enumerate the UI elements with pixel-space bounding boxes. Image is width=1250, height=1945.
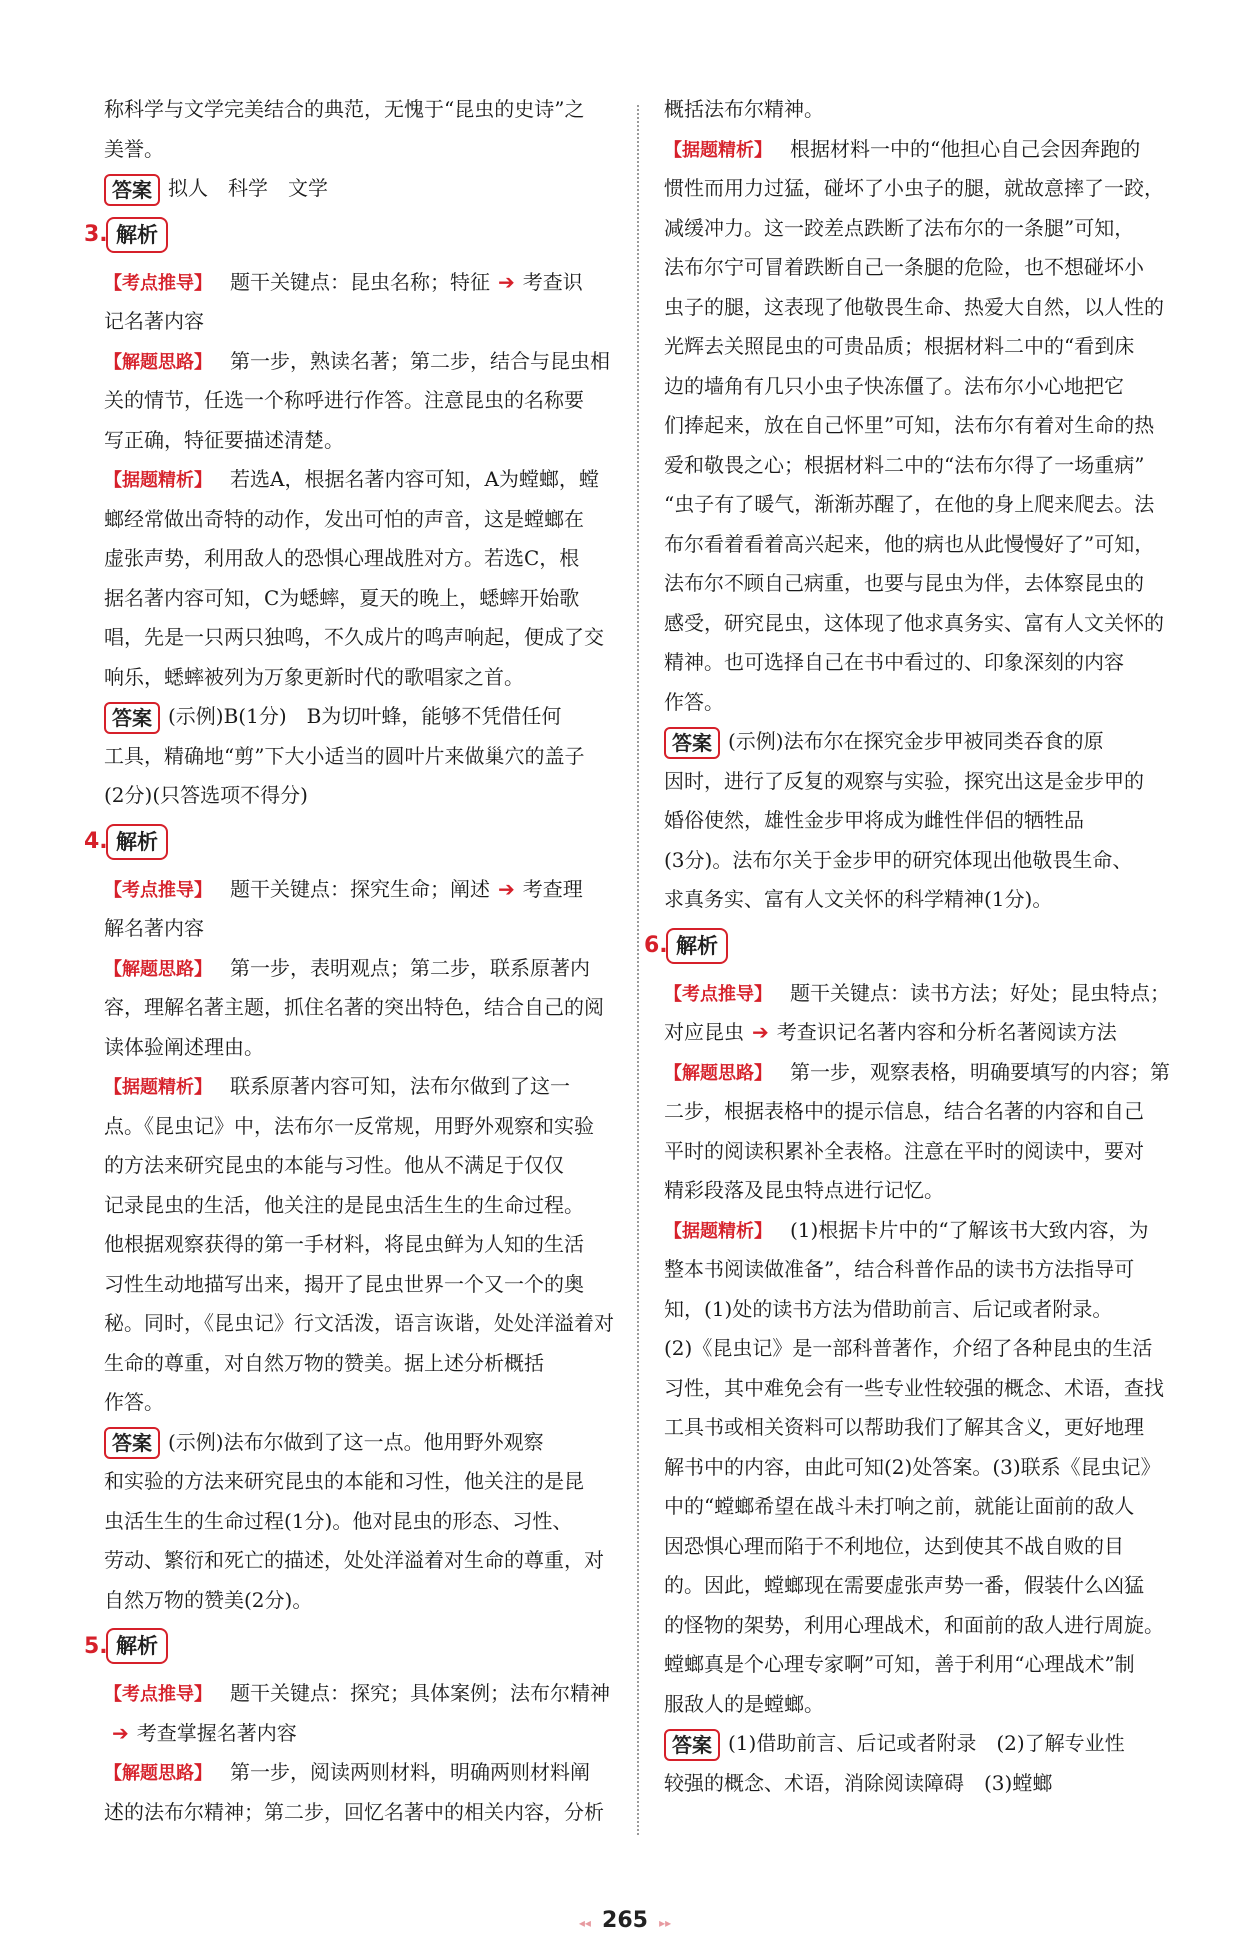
answer-badge: 答案 — [104, 174, 160, 206]
paragraph-line: 精彩段落及昆虫特点进行记忆。 — [664, 1178, 944, 1202]
arrow-icon: ➔ — [112, 1720, 129, 1745]
kaodian-line — [664, 1013, 1180, 1053]
question-number: 3. — [84, 222, 108, 247]
kaodian-text: 题干关键点：昆虫名称；特征 — [230, 269, 490, 294]
paragraph-line: 和实验的方法来研究昆虫的本能和习性，他关注的是昆 — [104, 1469, 584, 1493]
kaodian-tag: 【 考点推导 】 — [664, 984, 772, 1006]
answer-text: (示例)法布尔做到了这一点。他用野外观察 — [168, 1429, 544, 1454]
paragraph-line: 服敌人的是螳螂。 — [664, 1691, 824, 1716]
answer-top — [104, 169, 616, 209]
paragraph-line: 二步，根据表格中的提示信息，结合名著的内容和自己 — [664, 1099, 1144, 1123]
paragraph-line: 因恐惧心理而陷于不利地位，达到使其不战自败的目 — [664, 1533, 1124, 1558]
paragraph-line: 点。《昆虫记》中，法布尔一反常规，用野外观察和实验 — [104, 1113, 594, 1138]
silu-text: 第一步，熟读名著；第二步，结合与昆虫相 — [230, 348, 610, 373]
jingxi-text: 联系原著内容可知，法布尔做到了这一 — [230, 1074, 570, 1098]
answer-line — [104, 1423, 616, 1463]
paragraph-line: 解名著内容 — [104, 916, 204, 940]
paragraph-line: (3分)。法布尔关于金步甲的研究体现出他敬畏生命、 — [664, 847, 1133, 872]
question-number: 5. — [84, 1633, 108, 1659]
silu-tag: 【 解题思路 】 — [104, 1763, 212, 1785]
paragraph-line: 减缓冲力。这一跤差点跌断了法布尔的一条腿”可知， — [664, 215, 1135, 240]
answer-badge: 答案 — [104, 702, 160, 734]
paragraph-line: 布尔看着看着高兴起来，他的病也从此慢慢好了”可知， — [664, 531, 1155, 556]
kaodian-text: 考查掌握名著内容 — [136, 1720, 297, 1745]
paragraph-line: 记录昆虫的生活，他关注的是昆虫活生生的生命过程。 — [104, 1192, 584, 1217]
kaodian-text: 题干关键点：探究；具体案例；法布尔精神 — [230, 1681, 610, 1705]
jingxi-tag: 【 据题精析 】 — [104, 1077, 212, 1099]
paragraph-line: 虫活生生的生命过程(1分)。他对昆虫的形态、习性、 — [104, 1508, 573, 1533]
paragraph-line: 边的墙角有几只小虫子快冻僵了。法布尔小心地把它 — [664, 373, 1124, 398]
paragraph-line: 记名著内容 — [104, 309, 204, 333]
question-5-header — [84, 1624, 616, 1668]
answer-text: 拟人 科学 文学 — [168, 176, 328, 200]
paragraph-line: 美誉。 — [104, 136, 164, 161]
left-column — [84, 90, 616, 1832]
analysis-label: 解析 — [106, 1628, 168, 1664]
paragraph-line: 虫子的腿，这表现了他敬畏生命、热爱大自然，以人性的 — [664, 294, 1164, 319]
paragraph-line: 们捧起来，放在自己怀里”可知，法布尔有着对生命的热 — [664, 413, 1155, 437]
silu-line — [104, 949, 616, 989]
paragraph-line: 工具，精确地“剪”下大小适当的圆叶片来做巢穴的盖子 — [104, 743, 585, 768]
paragraph-line: 概括法布尔精神。 — [664, 97, 824, 121]
silu-tag: 【 解题思路 】 — [664, 1063, 772, 1085]
paragraph-line: 据名著内容可知，C为蟋蟀，夏天的晚上，蟋蟀开始歌 — [104, 585, 580, 610]
kaodian-text: 题干关键点：探究生命；阐述 — [230, 876, 490, 901]
paragraph-line: 螳螂真是个心理专家啊”可知，善于利用“心理战术”制 — [664, 1652, 1135, 1676]
page-footer — [0, 1908, 1250, 1933]
paragraph-line: 法布尔不顾自己病重，也要与昆虫为伴，去体察昆虫的 — [664, 571, 1144, 595]
paragraph-line: 劳动、繁衍和死亡的描述，处处洋溢着对生命的尊重，对 — [104, 1548, 604, 1572]
answer-badge: 答案 — [664, 1729, 720, 1761]
paragraph-line: 的怪物的架势，利用心理战术，和面前的敌人进行周旋。 — [664, 1612, 1164, 1637]
kaodian-line — [664, 974, 1180, 1014]
question-number: 6. — [644, 933, 668, 958]
right-column — [644, 90, 1180, 1803]
kaodian-text: 考查识记名著内容和分析名著阅读方法 — [776, 1020, 1117, 1044]
paragraph-line: 自然万物的赞美(2分)。 — [104, 1587, 313, 1612]
paragraph-line: 述的法布尔精神；第二步，回忆名著中的相关内容，分析 — [104, 1799, 604, 1824]
answer-line — [104, 697, 616, 737]
paragraph-line: 生命的尊重，对自然万物的赞美。据上述分析概括 — [104, 1350, 544, 1375]
kaodian-line — [104, 1674, 616, 1714]
paragraph-line: 的。因此，螳螂现在需要虚张声势一番，假装什么凶猛 — [664, 1573, 1144, 1597]
paragraph-line: 秘。同时，《昆虫记》行文活泼，语言诙谐，处处洋溢着对 — [104, 1311, 614, 1335]
kaodian-line — [104, 1714, 616, 1754]
paragraph-line: 因时，进行了反复的观察与实验，探究出这是金步甲的 — [664, 768, 1144, 793]
paragraph-line: 平时的阅读积累补全表格。注意在平时的阅读中，要对 — [664, 1138, 1144, 1163]
question-4-header — [84, 820, 616, 864]
paragraph-line: 螂经常做出奇特的动作，发出可怕的声音，这是螳螂在 — [104, 506, 584, 531]
kaodian-tag: 【 考点推导 】 — [104, 880, 212, 902]
silu-text: 第一步，观察表格，明确要填写的内容；第 — [790, 1059, 1170, 1084]
page-number: 265 — [602, 1908, 648, 1933]
answer-text: (1)借助前言、后记或者附录 (2)了解专业性 — [728, 1731, 1125, 1755]
answer-badge: 答案 — [664, 727, 720, 759]
analysis-label: 解析 — [106, 824, 168, 860]
arrow-icon: ➔ — [752, 1020, 769, 1044]
paragraph-line: 爱和敬畏之心；根据材料二中的“法布尔得了一场重病” — [664, 452, 1145, 477]
paragraph-line: 作答。 — [104, 1390, 164, 1414]
arrow-icon: ➔ — [498, 269, 515, 294]
kaodian-line — [104, 870, 616, 910]
silu-tag: 【 解题思路 】 — [104, 959, 212, 981]
answer-badge: 答案 — [104, 1427, 160, 1459]
paragraph-line: (2)《昆虫记》是一部科普著作，介绍了各种昆虫的生活 — [664, 1336, 1153, 1360]
analysis-label: 解析 — [666, 928, 728, 964]
jingxi-text: 若选A，根据名著内容可知，A为螳螂，螳 — [230, 467, 599, 491]
question-3-header — [84, 213, 616, 257]
paragraph-line: 作答。 — [664, 689, 724, 714]
paragraph-line: 工具书或相关资料可以帮助我们了解其含义，更好地理 — [664, 1415, 1144, 1439]
jingxi-tag: 【 据题精析 】 — [104, 470, 212, 492]
answer-text: (示例)B(1分) B为切叶蜂，能够不凭借任何 — [168, 704, 562, 728]
kaodian-text: 对应昆虫 — [664, 1020, 744, 1044]
kaodian-line — [104, 263, 616, 303]
right-arrows-icon: ▸▸ — [659, 1915, 672, 1930]
paragraph-line: 称科学与文学完美结合的典范，无愧于“昆虫的史诗”之 — [104, 97, 585, 121]
paragraph-line: 响乐，蟋蟀被列为万象更新时代的歌唱家之首。 — [104, 664, 524, 689]
paragraph-line: 惯性而用力过猛，碰坏了小虫子的腿，就故意摔了一跤， — [664, 176, 1164, 200]
kaodian-text: 考查识 — [522, 269, 583, 294]
silu-text: 第一步，阅读两则材料，明确两则材料阐 — [230, 1760, 590, 1784]
silu-text: 第一步，表明观点；第二步，联系原著内 — [230, 955, 590, 980]
left-arrows-icon: ◂◂ — [578, 1915, 591, 1930]
analysis-label: 解析 — [106, 217, 168, 253]
paragraph-line: “虫子有了暖气，渐渐苏醒了，在他的身上爬来爬去。法 — [664, 492, 1155, 516]
jingxi-tag: 【 据题精析 】 — [664, 1221, 772, 1243]
paragraph-line: 较强的概念、术语，消除阅读障碍 (3)螳螂 — [664, 1770, 1053, 1795]
paragraph-line: 关的情节，任选一个称呼进行作答。注意昆虫的名称要 — [104, 388, 584, 412]
paragraph-line: 解书中的内容，由此可知(2)处答案。(3)联系《昆虫记》 — [664, 1454, 1161, 1479]
answer-text: (示例)法布尔在探究金步甲被同类吞食的原 — [728, 729, 1104, 753]
silu-line — [104, 342, 616, 382]
silu-line — [104, 1753, 616, 1793]
paragraph-line: 他根据观察获得的第一手材料，将昆虫鲜为人知的生活 — [104, 1232, 584, 1256]
silu-tag: 【 解题思路 】 — [104, 352, 212, 374]
answer-line — [664, 722, 1180, 762]
paragraph-line: 的方法来研究昆虫的本能与习性。他从不满足于仅仅 — [104, 1153, 564, 1177]
paragraph-line: 婚俗使然，雄性金步甲将成为雌性伴侣的牺牲品 — [664, 808, 1084, 832]
paragraph-line: 唱，先是一只两只独鸣，不久成片的鸣声响起，便成了交 — [104, 625, 604, 649]
paragraph-line: 求真务实、富有人文关怀的科学精神(1分)。 — [664, 887, 1053, 911]
paragraph-line: 法布尔宁可冒着跌断自己一条腿的危险，也不想碰坏小 — [664, 255, 1144, 279]
paragraph-line: 整本书阅读做准备”，结合科普作品的读书方法指导可 — [664, 1257, 1135, 1281]
paragraph-line: 读体验阐述理由。 — [104, 1034, 264, 1059]
paragraph-line: (2分)(只答选项不得分) — [104, 783, 308, 807]
jingxi-line — [664, 1211, 1180, 1251]
jingxi-tag: 【 据题精析 】 — [664, 140, 772, 162]
paragraph-line: 写正确，特征要描述清楚。 — [104, 427, 344, 452]
paragraph-line: 精神。也可选择自己在书中看过的、印象深刻的内容 — [664, 650, 1124, 674]
kaodian-tag: 【 考点推导 】 — [104, 1684, 212, 1706]
paragraph-line: 光辉去关照昆虫的可贵品质；根据材料二中的“看到床 — [664, 334, 1135, 358]
arrow-icon: ➔ — [498, 876, 515, 901]
answer-line — [664, 1724, 1180, 1764]
question-number: 4. — [84, 829, 108, 854]
jingxi-line — [104, 460, 616, 500]
paragraph-line: 虚张声势，利用敌人的恐惧心理战胜对方。若选C，根 — [104, 546, 580, 570]
jingxi-text: (1)根据卡片中的“了解该书大致内容，为 — [790, 1217, 1149, 1242]
paragraph-line: 习性生动地描写出来，揭开了昆虫世界一个又一个的奥 — [104, 1271, 584, 1296]
silu-line — [664, 1053, 1180, 1093]
jingxi-line — [664, 130, 1180, 170]
paragraph-line: 中的“螳螂希望在战斗未打响之前，就能让面前的敌人 — [664, 1494, 1135, 1518]
paragraph-line: 容，理解名著主题，抓住名著的突出特色，结合自己的阅 — [104, 995, 604, 1019]
column-divider — [637, 105, 639, 1835]
paragraph-line: 感受，研究昆虫，这体现了他求真务实、富有人文关怀的 — [664, 610, 1164, 635]
paragraph-line: 知，(1)处的读书方法为借助前言、后记或者附录。 — [664, 1296, 1113, 1321]
question-6-header — [644, 924, 1180, 968]
jingxi-line — [104, 1067, 616, 1107]
kaodian-text: 题干关键点：读书方法；好处；昆虫特点； — [790, 980, 1170, 1005]
kaodian-tag: 【 考点推导 】 — [104, 273, 212, 295]
paragraph-line: 习性，其中难免会有一些专业性较强的概念、术语，查找 — [664, 1375, 1164, 1400]
kaodian-text: 考查理 — [522, 876, 583, 901]
jingxi-text: 根据材料一中的“他担心自己会因奔跑的 — [790, 136, 1141, 161]
